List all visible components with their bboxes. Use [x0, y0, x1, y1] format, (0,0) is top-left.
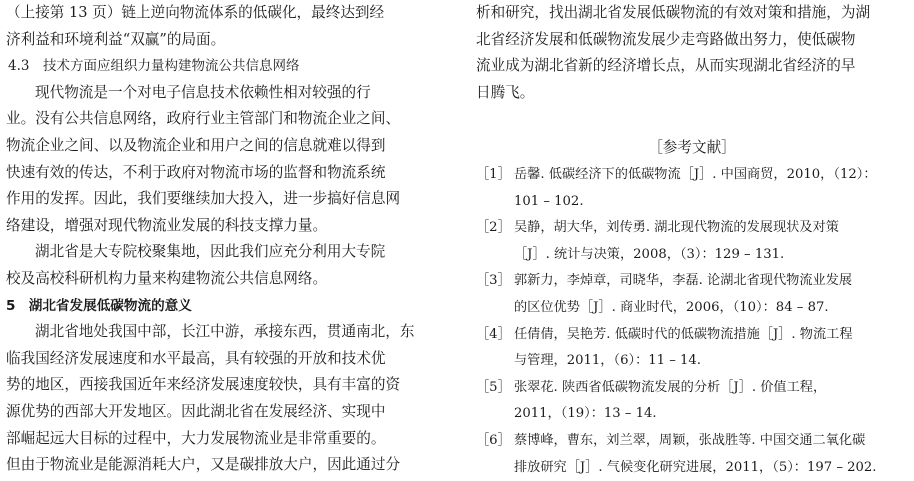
- reference-text: 张翠花. 陕西省低碳物流发展的分析［J］. 价值工程，: [514, 375, 908, 402]
- paragraph-line: 析和研究，找出湖北省发展低碳物流的有效对策和措施，为湖: [476, 0, 908, 27]
- reference-item: [476, 375, 908, 428]
- reference-text: 郭新力，李焯章，司晓华，李磊. 论湖北省现代物流业发展: [514, 268, 908, 295]
- paragraph-line: 临我国经济发展速度和水平最高，具有较强的开放和技术优: [6, 346, 434, 373]
- paragraph-line: 北省经济发展和低碳物流发展少走弯路做出努力，使低碳物: [476, 27, 908, 54]
- reference-number: ［5］: [476, 375, 514, 402]
- reference-text: 的区位优势［J］. 商业时代，2006，（10）：84 – 87.: [476, 295, 908, 322]
- paragraph-line: 湖北省地处我国中部，长江中游，承接东西，贯通南北，东: [6, 319, 434, 346]
- paragraph-line: 济利益和环境利益“双赢”的局面。: [6, 27, 434, 54]
- paragraph-line: 但由于物流业是能源消耗大户，又是碳排放大户，因此通过分: [6, 452, 434, 479]
- references-heading: ［参考文献］: [476, 135, 908, 162]
- paragraph-line: 业。没有公共信息网络，政府行业主管部门和物流企业之间、: [6, 106, 434, 133]
- paragraph-line: 源优势的西部大开发地区。因此湖北省在发展经济、实现中: [6, 399, 434, 426]
- right-column: [476, 0, 908, 481]
- reference-text: 蔡博峰，曹东，刘兰翠，周颖，张战胜等. 中国交通二氧化碳: [514, 428, 908, 455]
- reference-text: 2011，（19）：13 – 14.: [476, 401, 908, 428]
- paragraph-line: 部崛起远大目标的过程中，大力发展物流业是非常重要的。: [6, 426, 434, 453]
- reference-number: ［3］: [476, 268, 514, 295]
- section-number: 5: [6, 293, 24, 320]
- reference-number: ［2］: [476, 215, 514, 242]
- paragraph-line: 作用的发挥。因此，我们要继续加大投入，进一步搞好信息网: [6, 186, 434, 213]
- reference-item: [476, 428, 908, 481]
- reference-item: [476, 215, 908, 268]
- reference-text: 101 – 102.: [476, 189, 908, 216]
- paragraph-line: 湖北省是大专院校聚集地，因此我们应充分利用大专院: [6, 239, 434, 266]
- reference-text: 任倩倩，吴艳芳. 低碳时代的低碳物流措施［J］. 物流工程: [514, 322, 908, 349]
- paragraph-line: 快速有效的传达，不利于政府对物流市场的监督和物流系统: [6, 160, 434, 187]
- paragraph-line: 势的地区，西接我国近年来经济发展速度较快，具有丰富的资: [6, 372, 434, 399]
- paragraph-line: 物流企业之间、以及物流企业和用户之间的信息就难以得到: [6, 133, 434, 160]
- left-column: [6, 0, 434, 479]
- reference-item: [476, 268, 908, 321]
- reference-text: 岳馨. 低碳经济下的低碳物流［J］. 中国商贸，2010，（12）：: [514, 162, 908, 189]
- paragraph-line: 校及高校科研机构力量来构建物流公共信息网络。: [6, 266, 434, 293]
- paragraph-line: 络建设，增强对现代物流业发展的科技支撑力量。: [6, 213, 434, 240]
- reference-number: ［6］: [476, 428, 514, 455]
- reference-text: 排放研究［J］. 气候变化研究进展，2011，（5）：197 – 202.: [476, 455, 908, 481]
- reference-text: 吴静，胡大华，刘传勇. 湖北现代物流的发展现状及对策: [514, 215, 908, 242]
- paragraph-line: 现代物流是一个对电子信息技术依赖性相对较强的行: [6, 80, 434, 107]
- reference-number: ［4］: [476, 322, 514, 349]
- subsection-heading-4-3: 4.3 技术方面应组织力量构建物流公共信息网络: [6, 53, 434, 80]
- reference-item: [476, 322, 908, 375]
- section-heading-5: [6, 293, 434, 320]
- paragraph-line: （上接第 13 页）链上逆向物流体系的低碳化，最终达到经: [6, 0, 434, 27]
- paragraph-line: 流业成为湖北省新的经济增长点，从而实现湖北省经济的早: [476, 53, 908, 80]
- reference-number: ［1］: [476, 162, 514, 189]
- reference-text: 与管理，2011，（6）：11 – 14.: [476, 348, 908, 375]
- paragraph-line: 日腾飞。: [476, 80, 908, 107]
- reference-text: ［J］. 统计与决策，2008，（3）：129 – 131.: [476, 242, 908, 269]
- section-title: 湖北省发展低碳物流的意义: [29, 298, 192, 314]
- reference-item: [476, 162, 908, 215]
